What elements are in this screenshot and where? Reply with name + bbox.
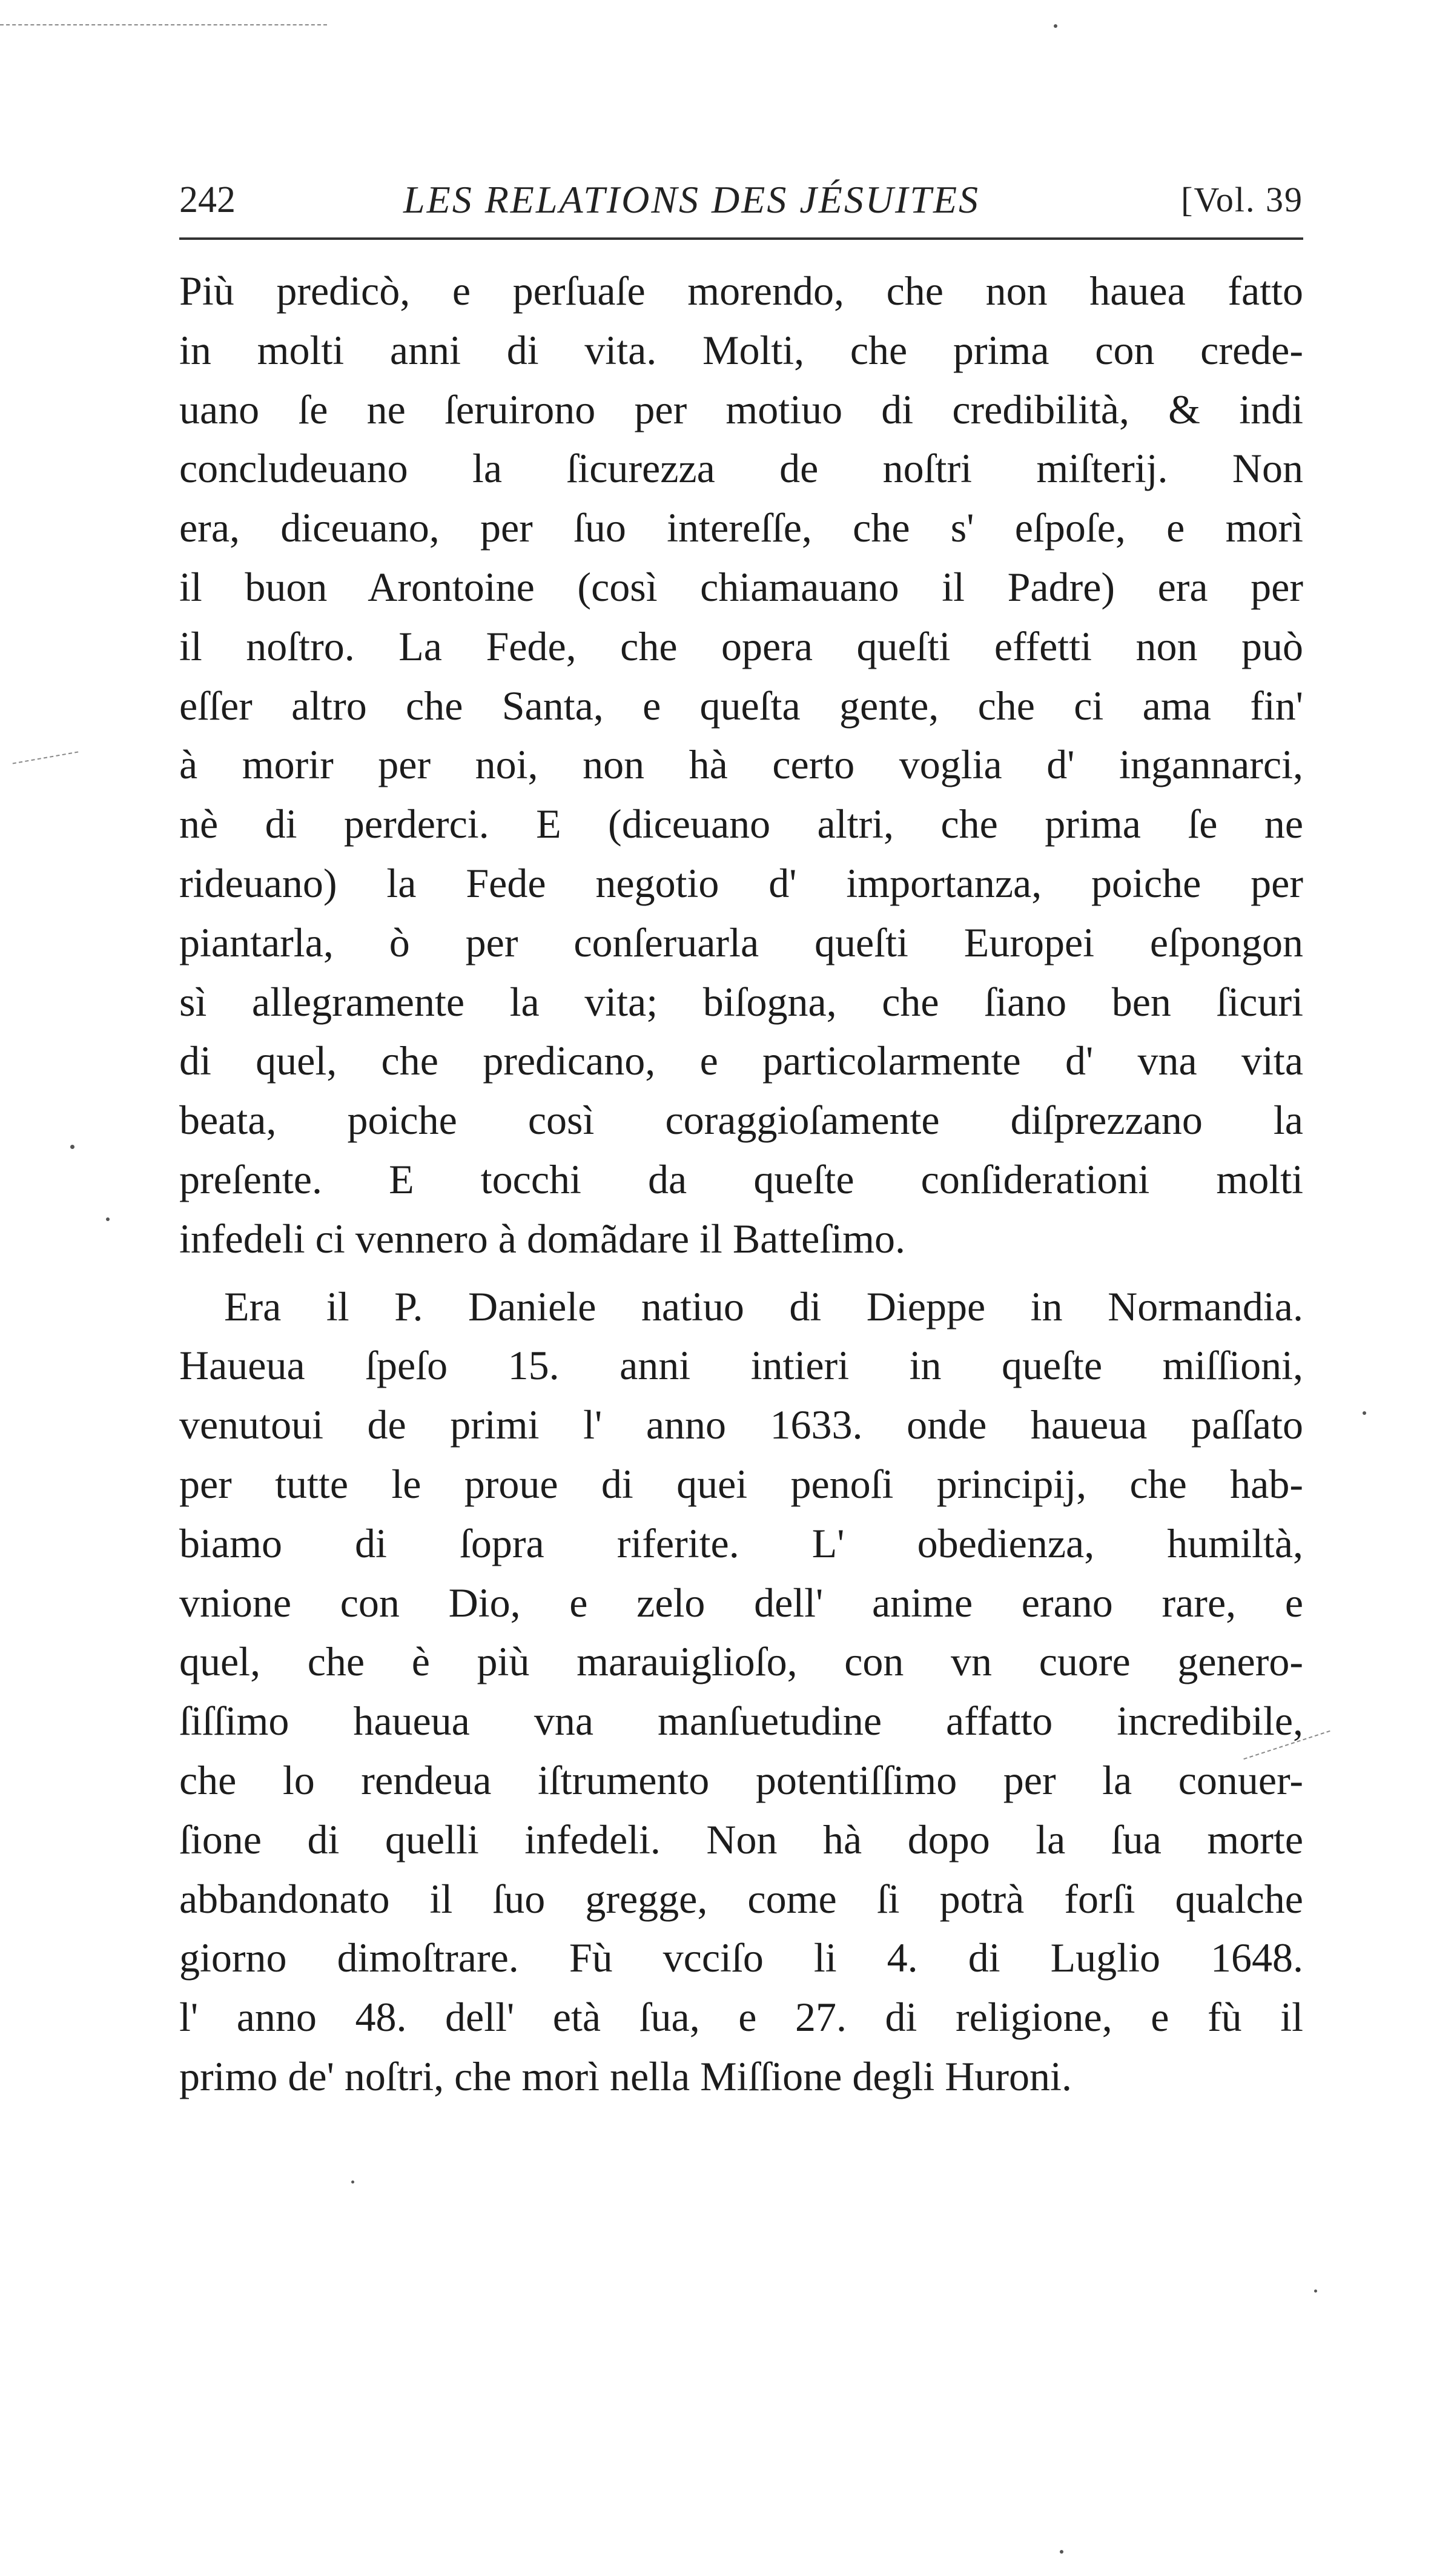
scan-mark-left — [13, 751, 79, 764]
text-line: nè di perderci. E (diceuano altri, che prima ſe ne — [179, 801, 1303, 847]
text-line: ſiſſimo haueua vna manſuetudine affatto incredibile, — [179, 1698, 1303, 1744]
body-text — [179, 262, 1303, 2107]
text-line: in molti anni di vita. Molti, che prima con crede- — [179, 326, 1303, 373]
text-line: uano ſe ne ſeruirono per motiuo di credibilità, & indi — [179, 386, 1303, 432]
text-line: concludeuano la ſicurezza de noſtri miſterij. Non — [179, 445, 1303, 492]
text-line: preſente. E tocchi da queſte conſiderationi molti — [179, 1156, 1303, 1202]
scan-speck — [106, 1217, 110, 1221]
text-line: eſſer altro che Santa, e queſta gente, che ci ama fin' — [179, 682, 1303, 729]
text-line: il buon Arontoine (così chiamauano il Padre) era per — [179, 563, 1303, 610]
text-line: sì allegramente la vita; biſogna, che ſiano ben ſicuri — [179, 978, 1303, 1025]
volume-label: [Vol. 39 — [1181, 180, 1303, 219]
text-line: piantarla, ò per conſeruarla queſti Europei eſpongon — [179, 919, 1303, 965]
scan-mark-top — [0, 24, 327, 25]
text-line: Haueua ſpeſo 15. anni intieri in queſte miſſioni, — [179, 1342, 1303, 1389]
text-line: l' anno 48. dell' età ſua, e 27. di religione, e fù il — [179, 1994, 1303, 2041]
text-line: ſione di quelli infedeli. Non hà dopo la ſua morte — [179, 1816, 1303, 1862]
text-line: giorno dimoſtrare. Fù vcciſo li 4. di Luglio 1648. — [179, 1935, 1303, 1981]
text-line: venutoui de primi l' anno 1633. onde haueua paſſato — [179, 1402, 1303, 1448]
scan-speck — [1054, 24, 1057, 28]
text-line: di quel, che predicano, e particolarmente d' vna vita — [179, 1038, 1303, 1084]
text-line: beata, poiche così coraggioſamente diſprezzano la — [179, 1097, 1303, 1144]
running-title: LES RELATIONS DES JÉSUITES — [403, 178, 980, 221]
scan-speck — [1314, 2290, 1317, 2293]
paragraph-gap — [179, 1269, 1303, 1277]
running-header — [179, 173, 1303, 227]
text-line: Più predicò, e perſuaſe morendo, che non hauea fatto — [179, 268, 1303, 314]
text-line: abbandonato il ſuo gregge, come ſi potrà forſi qualche — [179, 1875, 1303, 1922]
text-line: primo de' noſtri, che morì nella Miſſione degli Huroni. — [179, 2053, 1072, 2099]
text-line: quel, che è più marauiglioſo, con vn cuore genero- — [179, 1638, 1303, 1685]
text-line: infedeli ci vennero à domãdare il Batteſimo. — [179, 1215, 905, 1262]
scan-speck — [1363, 1411, 1366, 1415]
page-number: 242 — [179, 179, 236, 220]
text-line: à morir per noi, non hà certo voglia d' ingannarci, — [179, 741, 1303, 788]
text-line: era, diceuano, per ſuo intereſſe, che s' eſpoſe, e morì — [179, 505, 1303, 551]
text-line: per tutte le proue di quei penoſi principij, che hab- — [179, 1460, 1303, 1507]
scan-speck — [1060, 2550, 1063, 2554]
text-line: biamo di ſopra riferite. L' obedienza, humiltà, — [179, 1520, 1303, 1566]
text-line: Era il P. Daniele natiuo di Dieppe in Normandia. — [224, 1283, 1303, 1329]
text-line: il noſtro. La Fede, che opera queſti effetti non può — [179, 623, 1303, 669]
text-line: che lo rendeua iſtrumento potentiſſimo per la conuer- — [179, 1757, 1303, 1803]
scan-speck — [351, 2180, 354, 2184]
text-line: rideuano) la Fede negotio d' importanza, poiche per — [179, 859, 1303, 906]
text-line: vnione con Dio, e zelo dell' anime erano rare, e — [179, 1579, 1303, 1626]
scan-speck — [70, 1145, 74, 1149]
header-rule — [179, 237, 1303, 240]
